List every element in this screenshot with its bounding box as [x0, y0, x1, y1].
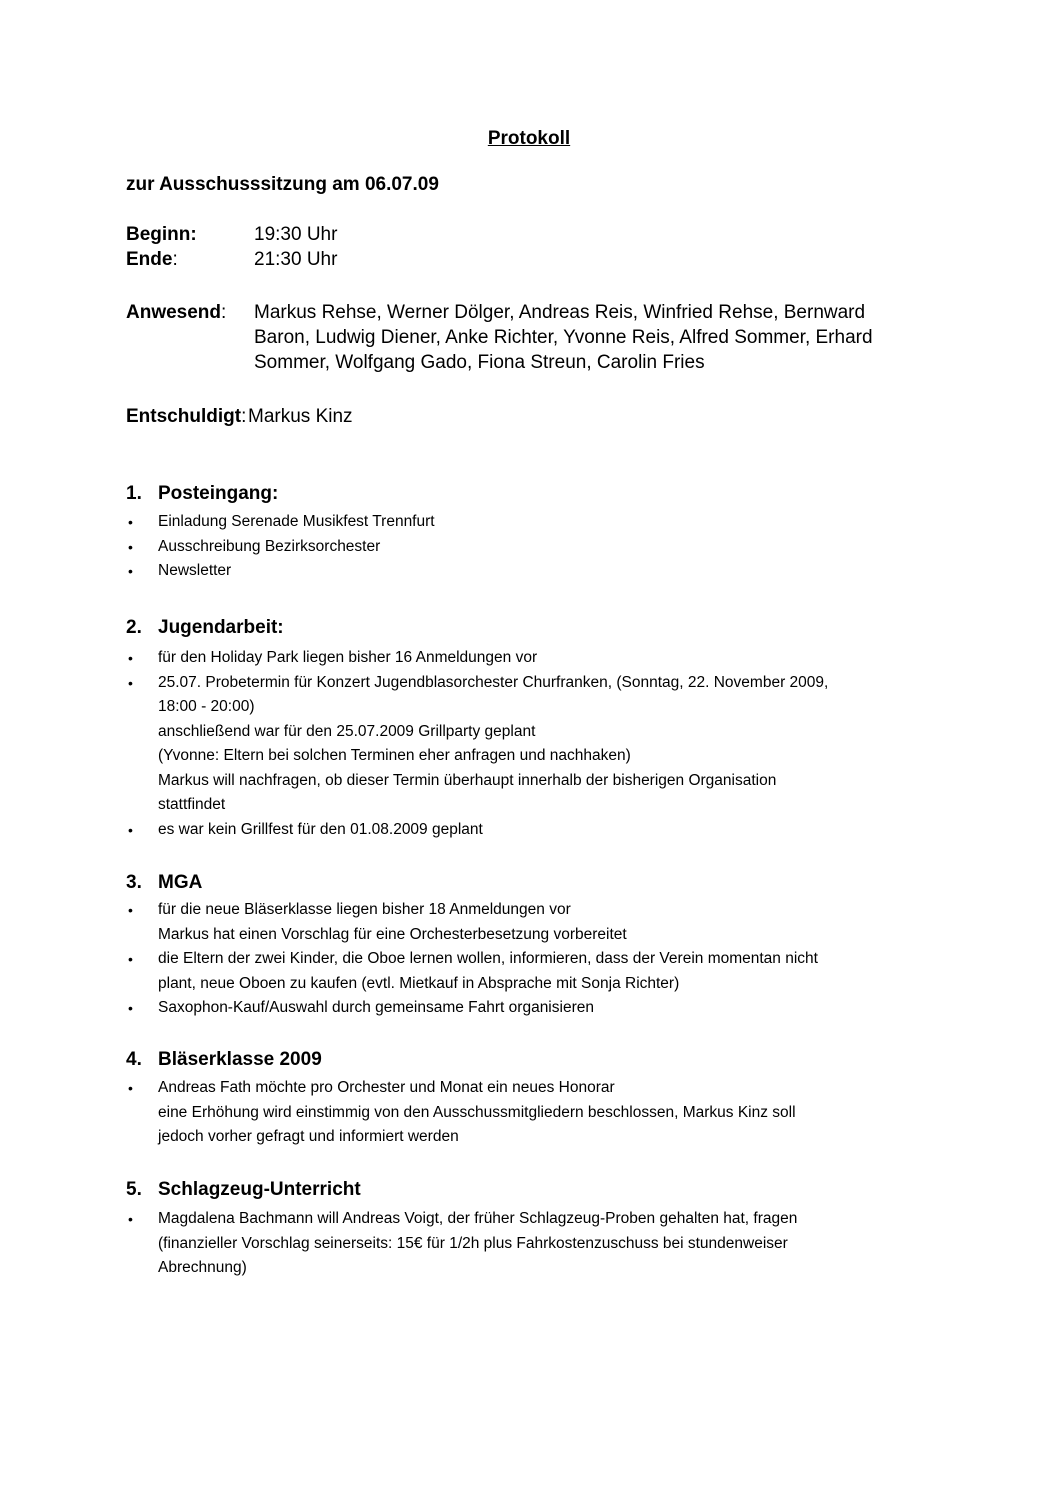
- bullet-icon: •: [128, 538, 133, 555]
- list-item: • für den Holiday Park liegen bisher 16 Anmeldungen vor: [126, 646, 946, 671]
- section-number: 3.: [126, 872, 142, 893]
- section-items: [126, 1207, 946, 1281]
- anwesend-line: Markus Rehse, Werner Dölger, Andreas Reis, Winfried Rehse, Bernward: [254, 302, 866, 323]
- ende-suffix: :: [172, 249, 178, 270]
- entschuldigt-suffix: :: [241, 406, 247, 427]
- anwesend-list: [254, 300, 904, 375]
- bullet-icon: •: [128, 674, 133, 691]
- list-item: • 25.07. Probetermin für Konzert Jugendblasorchester Churfranken, (Sonntag, 22. November 2009, 18:00 - 20:00) anschließend war für den 25.07.2009 Grillparty geplant (Yvonne: Eltern bei solchen Terminen eher anfragen und nachhaken) Markus will nachfragen, ob dieser Termin überhaupt innerhalb der bisherigen Organisation stattfindet: [126, 671, 946, 818]
- bullet-icon: •: [128, 1000, 133, 1016]
- section-heading: [126, 872, 202, 894]
- anwesend-line: Sommer, Wolfgang Gado, Fiona Streun, Carolin Fries: [254, 352, 705, 373]
- section-title: MGA: [158, 872, 203, 893]
- document-subtitle: zur Ausschusssitzung am 06.07.09: [126, 174, 439, 195]
- ende-value: 21:30 Uhr: [254, 249, 338, 270]
- list-item: • es war kein Grillfest für den 01.08.2009 geplant: [126, 818, 946, 843]
- section-title: Jugendarbeit:: [158, 617, 284, 638]
- anwesend-label: Anwesend: [126, 302, 222, 323]
- section-items: [126, 510, 946, 584]
- section-items: [126, 1076, 946, 1150]
- section-items: [126, 898, 946, 1021]
- section-title: Posteingang:: [158, 483, 279, 504]
- section-heading: [126, 1049, 322, 1071]
- list-item: • Einladung Serenade Musikfest Trennfurt: [126, 510, 946, 535]
- bullet-icon: •: [128, 1080, 133, 1096]
- anwesend-line: Baron, Ludwig Diener, Anke Richter, Yvonne Reis, Alfred Sommer, Erhard: [254, 327, 873, 348]
- section-heading: [126, 617, 284, 639]
- list-item: • die Eltern der zwei Kinder, die Oboe lernen wollen, informieren, dass der Verein momentan nicht plant, neue Oboen zu kaufen (evtl. Mietkauf in Absprache mit Sonja Richter): [126, 947, 946, 996]
- list-item: • Magdalena Bachmann will Andreas Voigt, der früher Schlagzeug-Proben gehalten hat, fragen (finanzieller Vorschlag seinerseits: 15€ für 1/2h plus Fahrkostenzuschuss bei stundenweiser Abrechnung): [126, 1207, 946, 1281]
- bullet-icon: •: [128, 514, 133, 530]
- entschuldigt-value: Markus Kinz: [248, 406, 353, 427]
- ende-label: Ende: [126, 249, 173, 270]
- bullet-icon: •: [128, 951, 133, 967]
- list-item: • für die neue Bläserklasse liegen bisher 18 Anmeldungen vor Markus hat einen Vorschlag für eine Orchesterbesetzung vorbereitet: [126, 898, 946, 947]
- bullet-icon: •: [128, 563, 133, 579]
- list-item: • Newsletter: [126, 559, 946, 584]
- section-number: 4.: [126, 1049, 142, 1070]
- beginn-value: 19:30 Uhr: [254, 224, 338, 245]
- list-item: • Ausschreibung Bezirksorchester: [126, 535, 946, 560]
- bullet-icon: •: [128, 821, 133, 838]
- section-heading: [126, 1179, 361, 1201]
- section-title: Bläserklasse 2009: [158, 1049, 322, 1070]
- bullet-icon: •: [128, 1211, 133, 1227]
- entschuldigt-label: Entschuldigt: [126, 406, 242, 427]
- bullet-icon: •: [128, 902, 133, 918]
- anwesend-suffix: :: [221, 302, 227, 323]
- section-number: 5.: [126, 1179, 142, 1200]
- section-number: 2.: [126, 617, 142, 638]
- list-item: • Saxophon-Kauf/Auswahl durch gemeinsame Fahrt organisieren: [126, 996, 946, 1021]
- section-title: Schlagzeug-Unterricht: [158, 1179, 361, 1200]
- section-number: 1.: [126, 483, 142, 504]
- list-item: • Andreas Fath möchte pro Orchester und Monat ein neues Honorar eine Erhöhung wird einstimmig von den Ausschussmitgliedern beschlossen, Markus Kinz soll jedoch vorher gefragt und informiert werden: [126, 1076, 946, 1150]
- bullet-icon: •: [128, 650, 133, 666]
- beginn-label: Beginn:: [126, 224, 197, 245]
- section-heading: [126, 483, 278, 505]
- document-title: Protokoll: [487, 128, 571, 149]
- section-items: [126, 646, 946, 842]
